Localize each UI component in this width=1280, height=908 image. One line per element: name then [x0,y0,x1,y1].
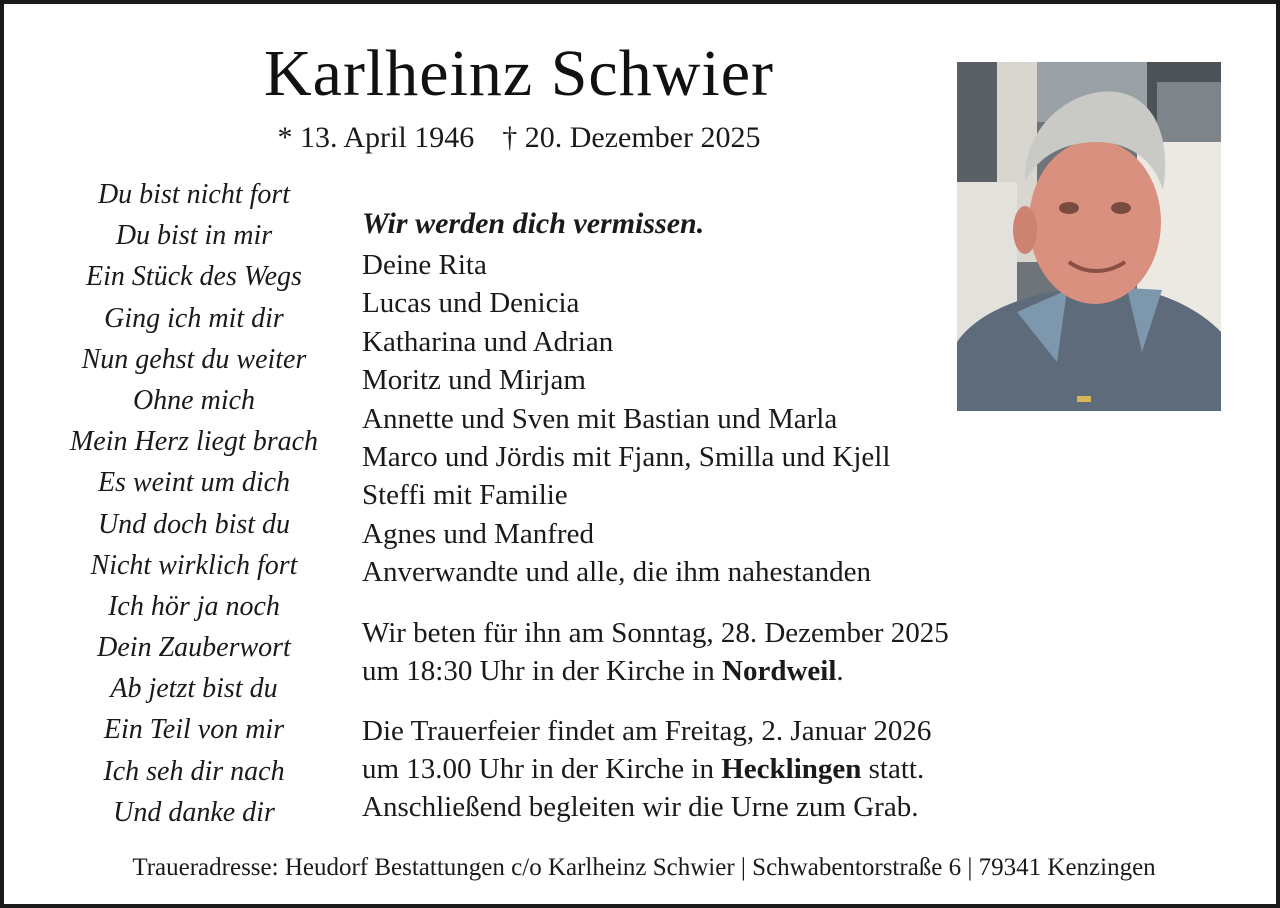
poem-line: Nun gehst du weiter [81,343,307,375]
family-member: Katharina und Adrian [362,325,614,358]
prayer-line-2 [362,652,1062,690]
prayer-line-2-end: . [836,654,844,687]
poem-line: Und doch bist du [97,508,291,540]
funeral-line-2 [362,750,1062,788]
family-member: Annette und Sven mit Bastian und Marla [362,402,838,435]
funeral-line-1: Die Trauerfeier findet am Freitag, 2. Januar 2026 [362,714,932,747]
funeral-line-3: Anschließend begleiten wir die Urne zum Grab. [362,790,919,823]
poem-line: Ohne mich [132,384,256,416]
poem-line: Ich hör ja noch [108,590,280,622]
birth-date: * 13. April 1946 [277,121,475,154]
family-member: Moritz und Mirjam [362,364,586,397]
funeral-notice [362,712,1062,826]
funeral-place: Hecklingen [721,752,862,785]
portrait-photo-icon [957,62,1221,411]
poem-line: Du bist nicht fort [97,179,291,210]
death-date: † 20. Dezember 2025 [502,121,761,154]
deceased-name: Karlheinz Schwier [264,37,774,110]
farewell-heading: Wir werden dich vermissen. [362,207,705,240]
prayer-line-2-text: um 18:30 Uhr in der Kirche in [362,654,723,687]
poem-line: Dein Zauberwort [97,632,291,664]
funeral-line-2-text: um 13.00 Uhr in der Kirche in [362,752,722,785]
life-dates [204,118,834,158]
funeral-line-2-end: statt. [861,752,925,785]
family-member: Lucas und Denicia [362,287,580,320]
poem-line: Ein Stück des Wegs [86,261,302,293]
prayer-line-1: Wir beten für ihn am Sonntag, 28. Dezember 2025 [362,616,949,649]
poem-line: Ich seh dir nach [103,755,285,787]
family-member: Anverwandte und alle, die ihm nahestanden [362,556,871,589]
family-member: Deine Rita [362,249,487,281]
family-member: Agnes und Manfred [362,517,594,550]
prayer-notice [362,614,1062,690]
prayer-place: Nordweil [722,654,837,687]
poem [44,174,344,833]
poem-line: Und danke dir [113,796,275,828]
poem-line: Es weint um dich [97,467,291,499]
family-member: Steffi mit Familie [362,479,568,512]
poem-line: Ging ich mit dir [104,302,284,334]
family-member: Marco und Jördis mit Fjann, Smilla und Kjell [362,441,891,474]
poem-line: Du bist in mir [115,220,273,252]
mourning-address: Traueradresse: Heudorf Bestattungen c/o Karlheinz Schwier | Schwabentorstraße 6 | 79341 Kenzingen [132,854,1156,881]
poem-line: Ein Teil von mir [103,714,285,746]
poem-line: Ab jetzt bist du [110,673,278,705]
poem-line: Nicht wirklich fort [90,549,298,581]
poem-line: Mein Herz liegt brach [69,426,319,458]
